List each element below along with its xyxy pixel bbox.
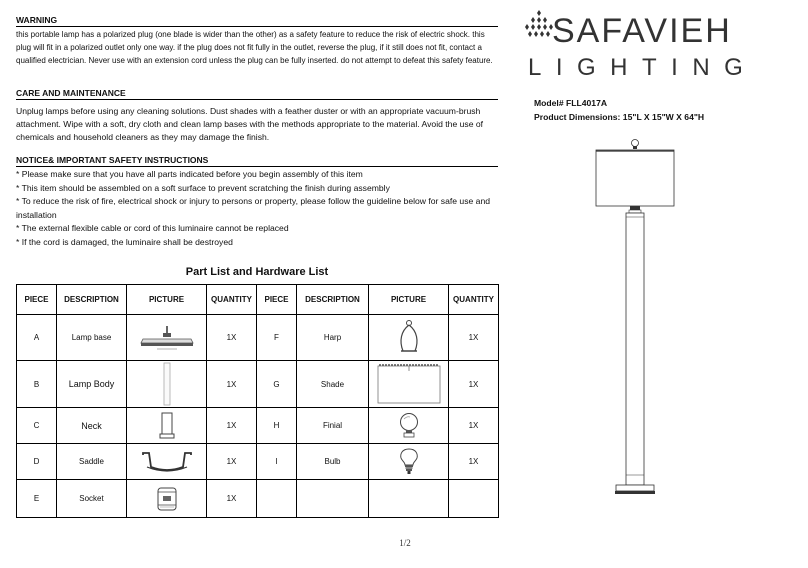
piece-cell: F — [257, 315, 297, 361]
finial-icon — [398, 411, 420, 441]
table-row — [17, 361, 499, 408]
warning-text: this portable lamp has a polarized plug (one blade is wider than the other) as a safety feature to reduce the risk of electric shock. this plug will fit in a polarized outlet only one way. if the plug does not fit fully in the outlet, reverse the plug, if it still does not fit, contact a qualified electrician. Never use with an extension cord unless the plug can be fully inserted. do not attempt to defeat this safety feature. — [16, 30, 493, 65]
piece-cell: I — [257, 444, 297, 480]
divider — [16, 99, 498, 100]
qty-cell: 1X — [449, 444, 499, 480]
socket-icon — [156, 484, 178, 514]
divider — [16, 166, 498, 167]
notice-item: * To reduce the risk of fire, electrical shock or injury to persons or property, please follow the guideline below for safe use and installation — [16, 196, 491, 220]
picture-cell — [127, 361, 207, 408]
neck-icon — [159, 412, 175, 440]
col-header: PIECE — [17, 285, 57, 315]
picture-cell — [369, 408, 449, 444]
bulb-icon — [398, 447, 420, 477]
piece-cell: G — [257, 361, 297, 408]
table-row — [17, 480, 499, 518]
picture-cell — [369, 480, 449, 518]
qty-cell: 1X — [449, 408, 499, 444]
harp-icon — [394, 319, 424, 357]
piece-cell: E — [17, 480, 57, 518]
table-header-row — [17, 285, 499, 315]
picture-cell — [127, 408, 207, 444]
desc-cell: Shade — [297, 361, 369, 408]
desc-cell — [297, 480, 369, 518]
qty-cell — [449, 480, 499, 518]
table-row — [17, 315, 499, 361]
picture-cell — [369, 444, 449, 480]
col-header: PICTURE — [127, 285, 207, 315]
notice-item: * The external flexible cable or cord of this luminaire cannot be replaced — [16, 223, 289, 233]
qty-cell: 1X — [449, 315, 499, 361]
qty-cell: 1X — [207, 444, 257, 480]
product-dimensions: Product Dimensions: 15"L X 15"W X 64"H — [534, 112, 705, 122]
brand-logo-icon — [522, 8, 556, 48]
model-number: Model# FLL4017A — [534, 98, 608, 108]
parts-title: Part List and Hardware List — [185, 266, 329, 278]
notice-item: * This item should be assembled on a soft surface to prevent scratching the finish during assembly — [16, 182, 390, 193]
picture-cell — [127, 444, 207, 480]
piece-cell: A — [17, 315, 57, 361]
brand-name: SAFAVIEH — [552, 12, 732, 50]
notice-item: * Please make sure that you have all parts indicated before you begin assembly of this item — [16, 169, 363, 179]
parts-table — [16, 284, 499, 518]
picture-cell — [369, 361, 449, 408]
shade-icon — [374, 363, 444, 405]
picture-cell — [127, 315, 207, 361]
page-number: 1/2 — [399, 538, 411, 548]
desc-cell: Finial — [297, 408, 369, 444]
desc-cell: Harp — [297, 315, 369, 361]
qty-cell: 1X — [449, 361, 499, 408]
qty-cell: 1X — [207, 315, 257, 361]
lamp-base-icon — [137, 323, 197, 353]
desc-cell: Neck — [57, 408, 127, 444]
lamp-body-icon — [162, 362, 172, 406]
col-header: PIECE — [257, 285, 297, 315]
col-header: DESCRIPTION — [57, 285, 127, 315]
qty-cell: 1X — [207, 361, 257, 408]
qty-cell: 1X — [207, 480, 257, 518]
piece-cell: H — [257, 408, 297, 444]
col-header: PICTURE — [369, 285, 449, 315]
desc-cell: Lamp base — [57, 315, 127, 361]
piece-cell: B — [17, 361, 57, 408]
table-row — [17, 408, 499, 444]
desc-cell: Bulb — [297, 444, 369, 480]
col-header: DESCRIPTION — [297, 285, 369, 315]
notice-item: * If the cord is damaged, the luminaire shall be destroyed — [16, 236, 233, 247]
notice-list — [16, 168, 498, 249]
picture-cell — [127, 480, 207, 518]
col-header: QUANTITY — [449, 285, 499, 315]
piece-cell — [257, 480, 297, 518]
qty-cell: 1X — [207, 408, 257, 444]
saddle-icon — [139, 449, 195, 475]
desc-cell: Lamp Body — [57, 361, 127, 408]
col-header: QUANTITY — [207, 285, 257, 315]
piece-cell: D — [17, 444, 57, 480]
warning-heading: WARNING — [16, 15, 58, 25]
piece-cell: C — [17, 408, 57, 444]
care-heading: CARE AND MAINTENANCE — [16, 88, 126, 98]
picture-cell — [369, 315, 449, 361]
desc-cell: Socket — [57, 480, 127, 518]
divider — [16, 26, 498, 27]
desc-cell: Saddle — [57, 444, 127, 480]
table-row — [17, 444, 499, 480]
notice-heading: NOTICE& IMPORTANT SAFETY INSTRUCTIONS — [16, 155, 209, 165]
care-text: Unplug lamps before using any cleaning solutions. Dust shades with a feather duster or with an appropriate vacuum-brush attachment. Wipe with a soft, dry cloth and clean lamp bases with the methods appropriate to the material. Avoid the use of chemicals and household cleaners as they may damage the finish. — [16, 106, 484, 142]
floor-lamp-drawing-icon — [590, 138, 680, 498]
brand-subtitle: LIGHTING — [528, 54, 758, 81]
